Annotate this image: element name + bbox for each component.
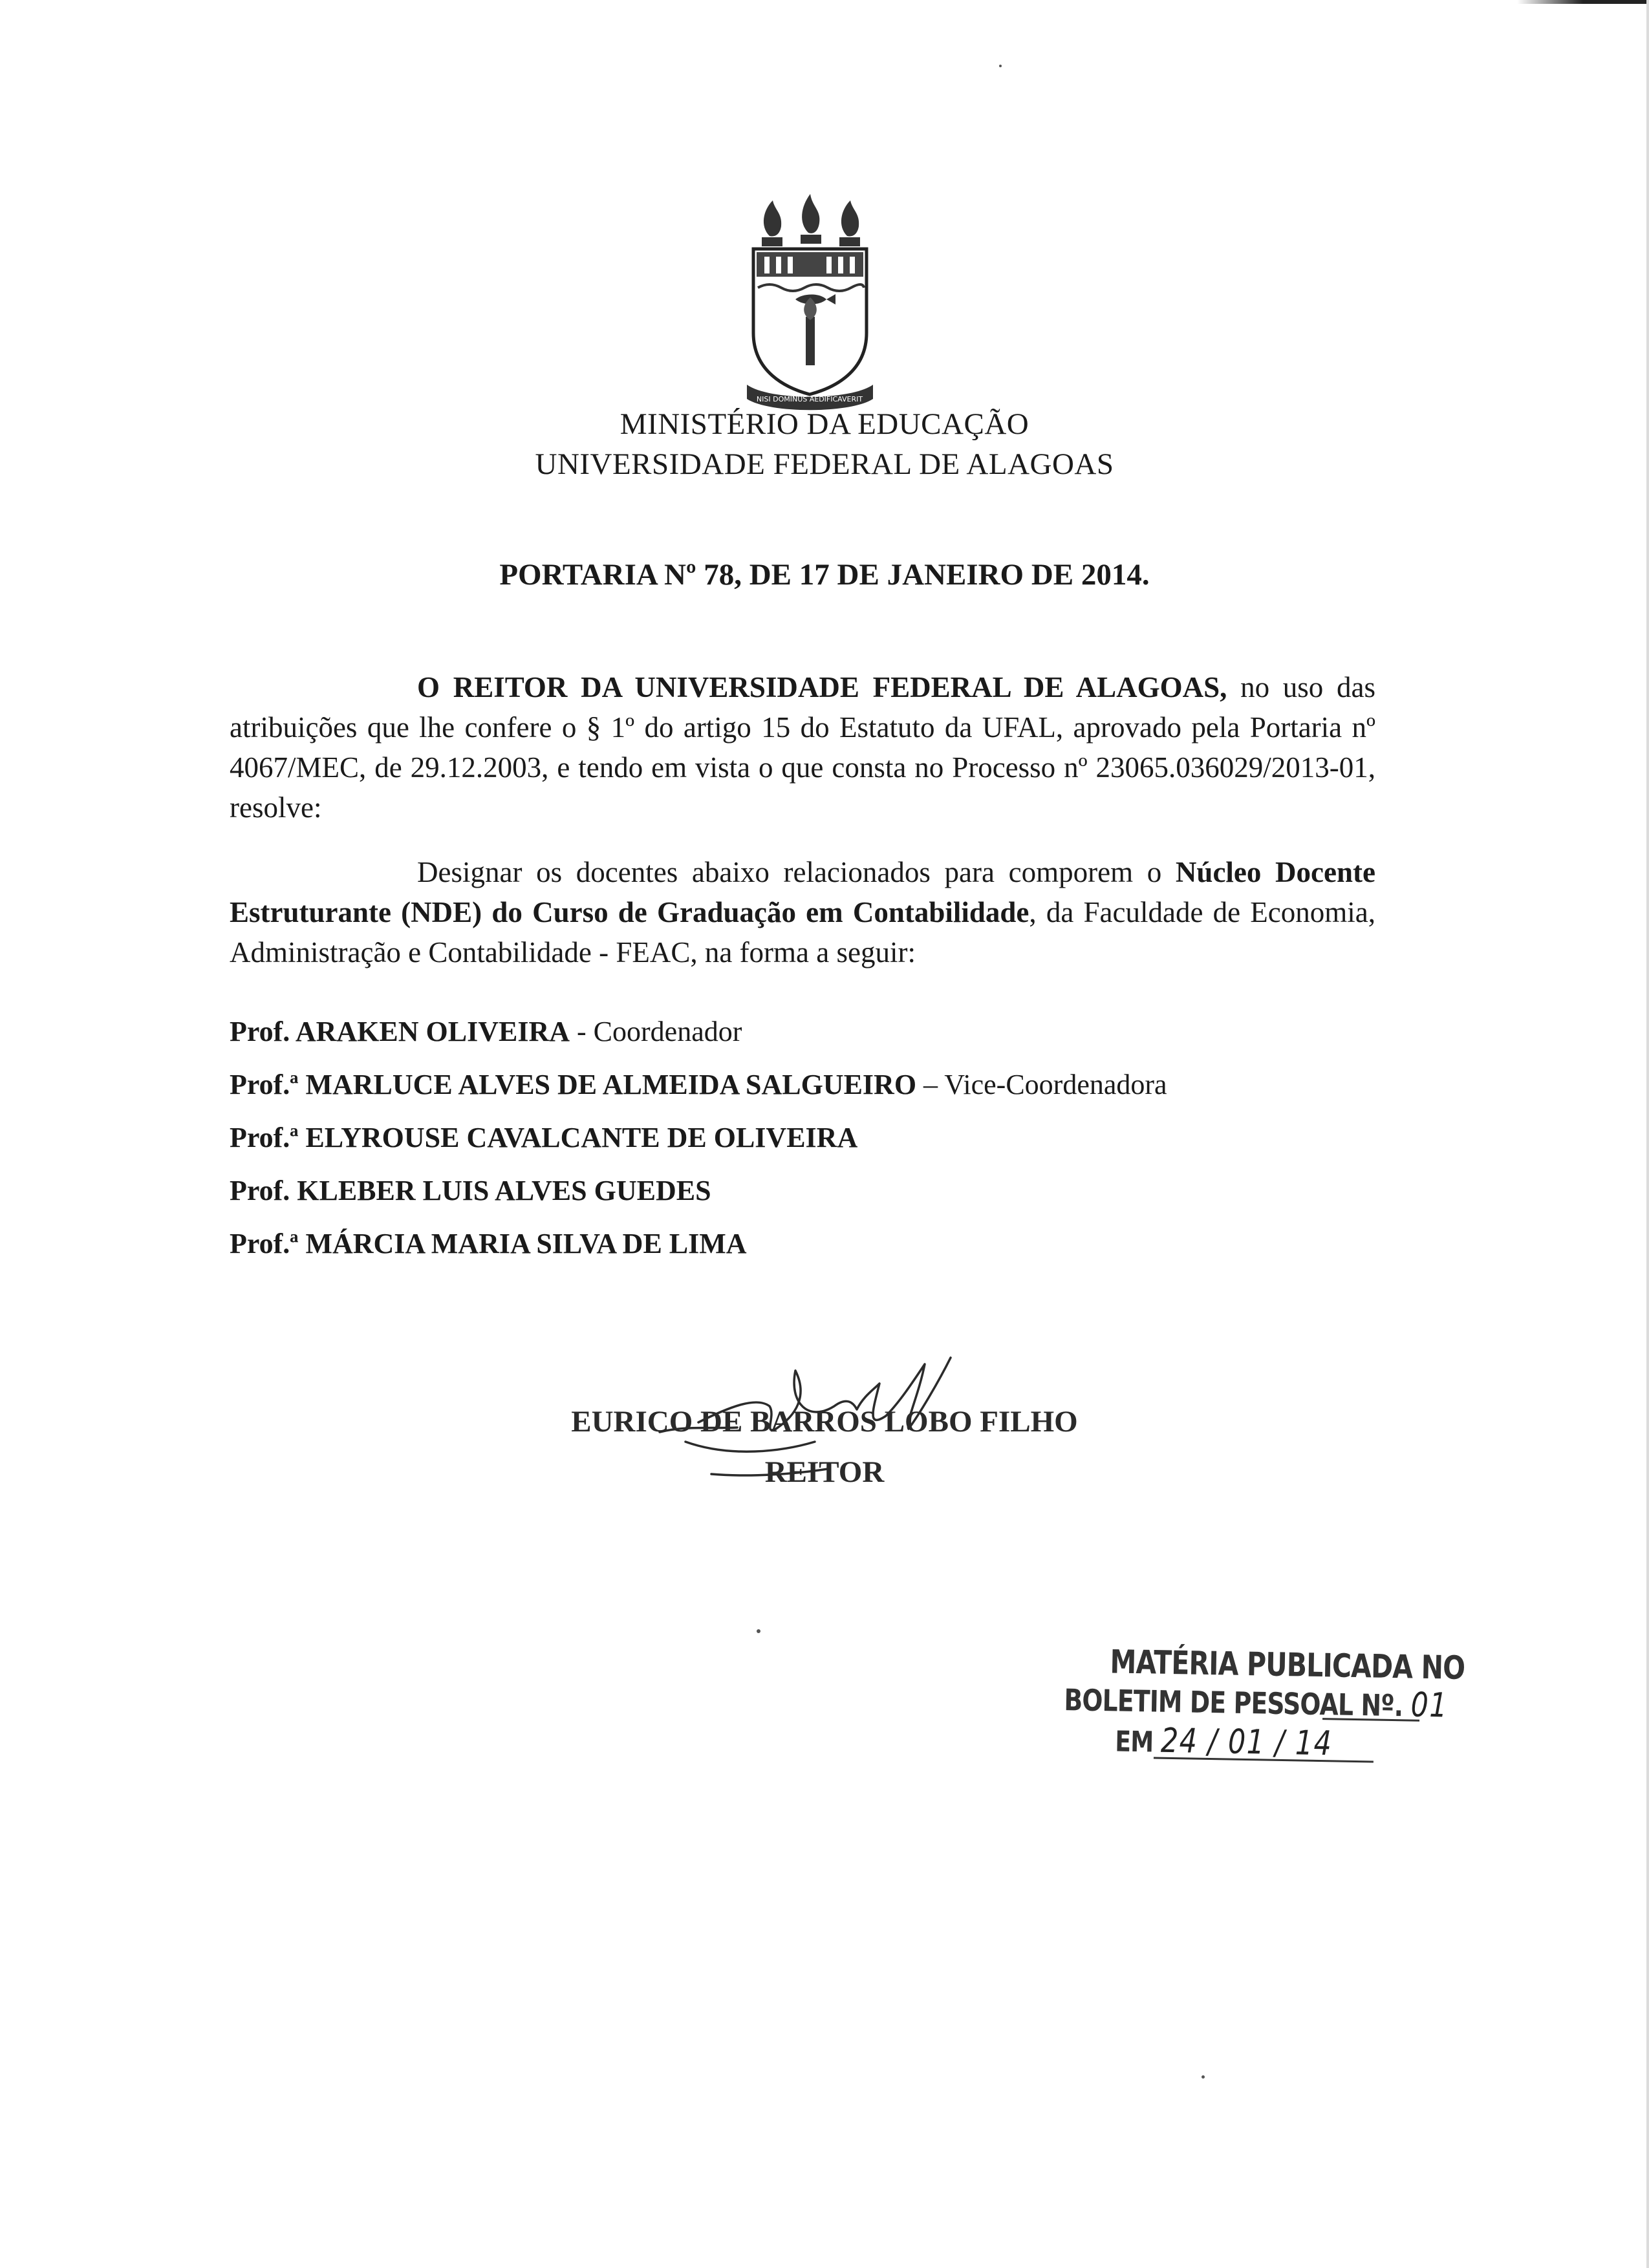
stamp-line-1: MATÉRIA PUBLICADA NO [1110,1643,1465,1687]
list-item [230,1164,1167,1217]
stamp-line-3 [1115,1721,1333,1764]
preamble-paragraph [230,667,1375,828]
list-item [230,1058,1167,1111]
university-name: UNIVERSIDADE FEDERAL DE ALAGOAS [535,447,1114,481]
ministry-name: MINISTÉRIO DA EDUCAÇÃO [620,407,1029,441]
list-item [230,1111,1167,1164]
resolution-bold-text: Núcleo Docente Estruturante (NDE) do Curso de Graduação em Contabilidade [230,856,1375,928]
member-role: – Vice-Coordenadora [916,1069,1167,1100]
member-name: Prof.ª MÁRCIA MARIA SILVA DE LIMA [230,1228,747,1259]
member-name: Prof.ª ELYROUSE CAVALCANTE DE OLIVEIRA [230,1122,858,1153]
authority-text: O REITOR DA UNIVERSIDADE FEDERAL DE ALAGOAS, [417,671,1227,703]
member-name: Prof. KLEBER LUIS ALVES GUEDES [230,1175,711,1206]
stamp-bulletin-label: BOLETIM DE PESSOAL Nº. [1064,1682,1403,1724]
preamble-text: no uso das atribuições que lhe confere o § 1º do artigo 15 do Estatuto da UFAL, aprovado pela Portaria nº 4067/MEC, de 29.12.2003, e tendo em vista o que consta no Processo nº 23065.036029/2013-01, resolve: [230,671,1375,824]
list-item [230,1005,1167,1058]
stamp-date-value: 24 / 01 / 14 [1160,1721,1333,1764]
member-list [230,1005,1167,1270]
list-item [230,1217,1167,1270]
stamp-line-2 [1064,1680,1449,1725]
handwritten-signature [601,1345,1002,1481]
scan-speck [1202,2075,1205,2079]
scan-speck [757,1629,760,1633]
resolution-text-end: , da Faculdade de Economia, Administração e Contabilidade - FEAC, na forma a seguir: [230,896,1375,968]
letterhead [0,404,1649,484]
scan-speck [999,65,1002,67]
member-name: Prof.ª MARLUCE ALVES DE ALMEIDA SALGUEIRO [230,1069,917,1100]
resolution-paragraph [230,852,1375,972]
stamp-bulletin-number: 01 [1410,1685,1449,1726]
resolution-text-start: Designar os docentes abaixo relacionados para comporem o [417,856,1176,888]
member-role: - Coordenador [570,1016,742,1047]
stamp-date-label: EM [1114,1725,1154,1759]
signatory-position: REITOR [764,1455,885,1489]
crest-motto: NISI DOMINUS AEDIFICAVERIT [756,395,863,403]
document-title: PORTARIA Nº 78, DE 17 DE JANEIRO DE 2014. [499,558,1150,592]
university-crest-logo [744,191,876,414]
member-name: Prof. ARAKEN OLIVEIRA [230,1016,570,1047]
publication-stamp [1062,1642,1465,1797]
scan-edge [0,0,1649,4]
signatory-name: EURICO DE BARROS LOBO FILHO [571,1405,1078,1439]
scan-edge-right [1646,0,1649,2268]
